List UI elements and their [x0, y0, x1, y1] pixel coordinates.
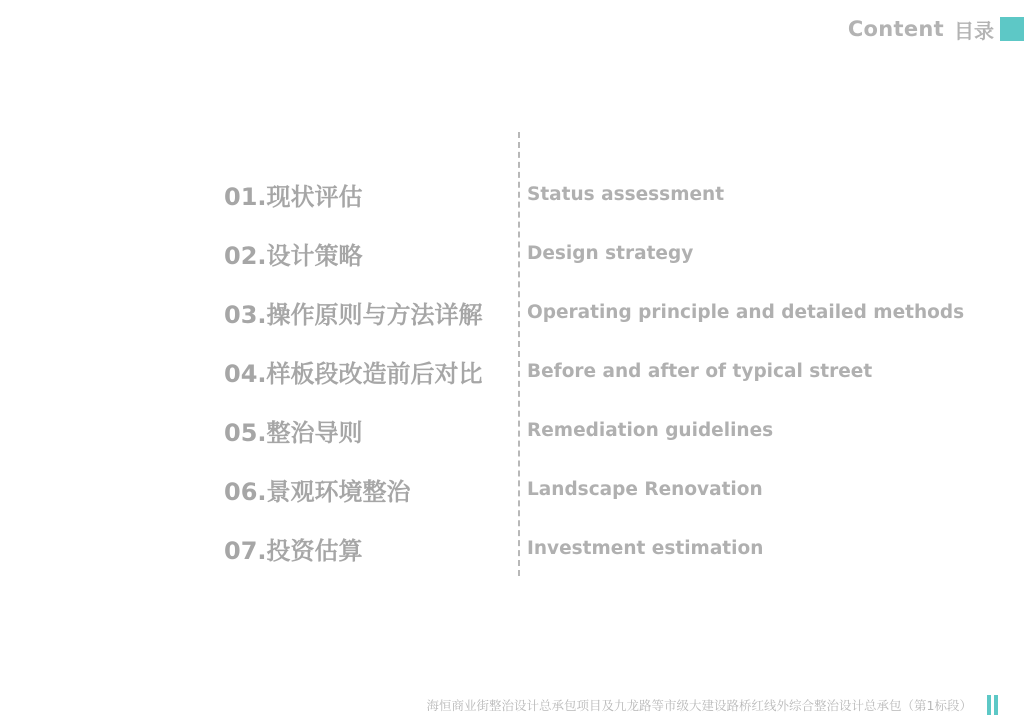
toc-english-list	[527, 165, 964, 578]
toc-chinese-list	[224, 165, 483, 578]
dashed-divider	[518, 132, 520, 576]
page-header	[848, 14, 1024, 44]
toc-item-en-6: Landscape Renovation	[527, 479, 763, 500]
toc-item-cn-2: 02.设计策略	[224, 242, 363, 270]
toc-item-en-1: Status assessment	[527, 184, 725, 205]
footer-bar-2	[994, 695, 998, 715]
toc-item-cn-5: 05.整治导则	[224, 419, 363, 447]
toc-item-cn-4: 04.样板段改造前后对比	[224, 360, 483, 388]
footer-accent-bars	[984, 695, 998, 715]
toc-item-cn-6: 06.景观环境整治	[224, 478, 411, 506]
toc-item-cn-3: 03.操作原则与方法详解	[224, 301, 483, 329]
accent-block	[1000, 17, 1024, 41]
page-footer	[427, 694, 1024, 716]
header-title-en: Content	[847, 17, 944, 41]
toc-item-cn-1: 01.现状评估	[224, 183, 363, 211]
footer-bar-1	[987, 695, 991, 715]
toc-item-en-2: Design strategy	[527, 243, 694, 264]
toc-item-en-3: Operating principle and detailed methods	[527, 302, 965, 323]
toc-item-cn-7: 07.投资估算	[224, 537, 363, 565]
toc-item-en-5: Remediation guidelines	[527, 420, 774, 441]
header-title-cn: 目录	[954, 18, 994, 43]
footer-project-title: 海恒商业街整治设计总承包项目及九龙路等市级大建设路桥红线外综合整治设计总承包（第1标段）	[426, 698, 972, 713]
toc-item-en-7: Investment estimation	[527, 538, 764, 559]
toc-item-en-4: Before and after of typical street	[527, 361, 873, 382]
